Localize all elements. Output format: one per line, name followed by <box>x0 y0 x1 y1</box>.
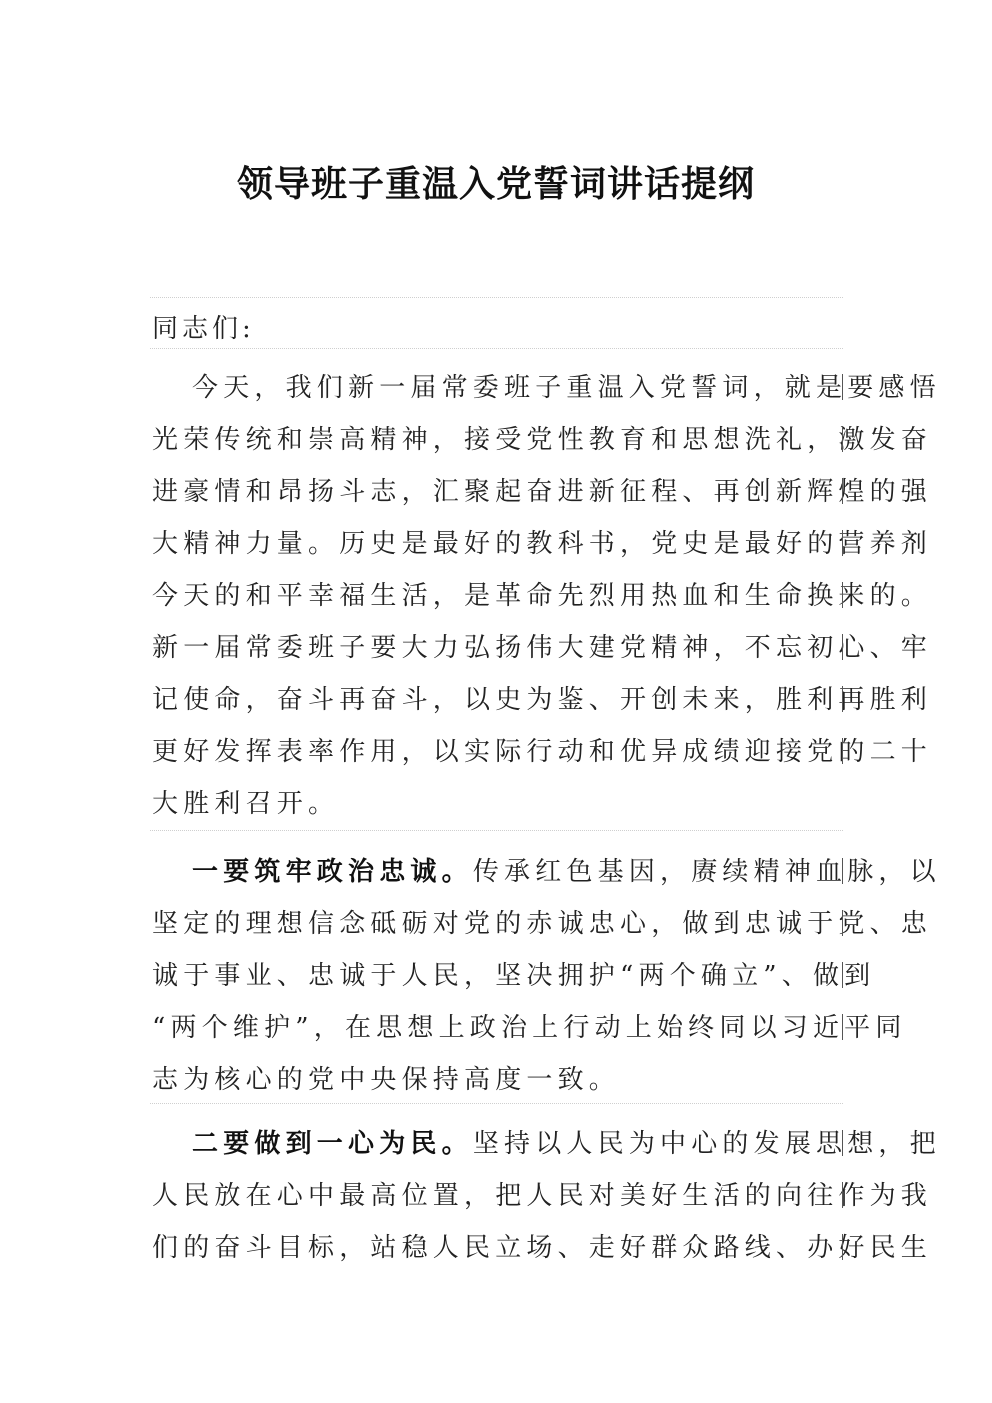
paragraph-line: 二要做到一心为民。坚持以人民为中心的发展思想，把 <box>192 1129 941 1159</box>
line-end-marker <box>842 374 843 400</box>
line-end-marker <box>842 634 843 660</box>
paragraph-line: 大胜利召开。 <box>152 789 340 819</box>
line-end-marker <box>842 962 843 988</box>
paragraph-line: 进豪情和昂扬斗志，汇聚起奋进新征程、再创新辉煌的强 <box>152 477 933 507</box>
paragraph-line: 志为核心的党中央保持高度一致。 <box>152 1065 621 1095</box>
line-end-marker <box>842 478 843 504</box>
paragraph-line: 一要筑牢政治忠诚。传承红色基因，赓续精神血脉，以 <box>192 857 941 887</box>
divider <box>150 348 843 349</box>
paragraph-line: 人民放在心中最高位置，把人民对美好生活的向往作为我 <box>152 1181 933 1211</box>
section-heading: 一要筑牢政治忠诚。 <box>192 857 473 887</box>
line-end-marker <box>842 1182 843 1208</box>
paragraph-line: 诚于事业、忠诚于人民，坚决拥护“两个确立”、做到 <box>152 961 876 991</box>
line-end-marker <box>842 1014 843 1040</box>
line-end-marker <box>842 1234 843 1260</box>
paragraph-line: 大精神力量。历史是最好的教科书，党史是最好的营养剂 <box>152 529 933 559</box>
line-end-marker <box>842 686 843 712</box>
divider <box>150 1103 843 1104</box>
paragraph-line: 坚定的理想信念砥砺对党的赤诚忠心，做到忠诚于党、忠 <box>152 909 933 939</box>
divider <box>150 297 843 298</box>
line-end-marker <box>842 530 843 556</box>
paragraph-line: 记使命，奋斗再奋斗，以史为鉴、开创未来，胜利再胜利 <box>152 685 933 715</box>
greeting-text: 同志们: <box>152 314 255 344</box>
line-end-marker <box>842 910 843 936</box>
line-end-marker <box>842 858 843 884</box>
paragraph-line: 今天，我们新一届常委班子重温入党誓词，就是要感悟 <box>192 373 941 403</box>
line-end-marker <box>842 582 843 608</box>
line-end-marker <box>842 1130 843 1156</box>
paragraph-line: 新一届常委班子要大力弘扬伟大建党精神，不忘初心、牢 <box>152 633 933 663</box>
line-end-marker <box>842 738 843 764</box>
divider <box>150 830 843 831</box>
line-end-marker <box>842 426 843 452</box>
paragraph-serve-people <box>152 1118 941 1274</box>
paragraph-line: “两个维护”，在思想上政治上行动上始终同以习近平同 <box>152 1013 907 1043</box>
paragraph-political-loyalty <box>152 846 941 1106</box>
paragraph-intro <box>152 362 941 830</box>
paragraph-line: 今天的和平幸福生活，是革命先烈用热血和生命换来的。 <box>152 581 933 611</box>
paragraph-line: 们的奋斗目标，站稳人民立场、走好群众路线、办好民生 <box>152 1233 933 1263</box>
paragraph-line: 更好发挥表率作用，以实际行动和优异成绩迎接党的二十 <box>152 737 933 767</box>
section-heading: 二要做到一心为民。 <box>192 1129 473 1159</box>
paragraph-line: 光荣传统和崇高精神，接受党性教育和思想洗礼，激发奋 <box>152 425 933 455</box>
document-title: 领导班子重温入党誓词讲话提纲 <box>236 163 755 205</box>
